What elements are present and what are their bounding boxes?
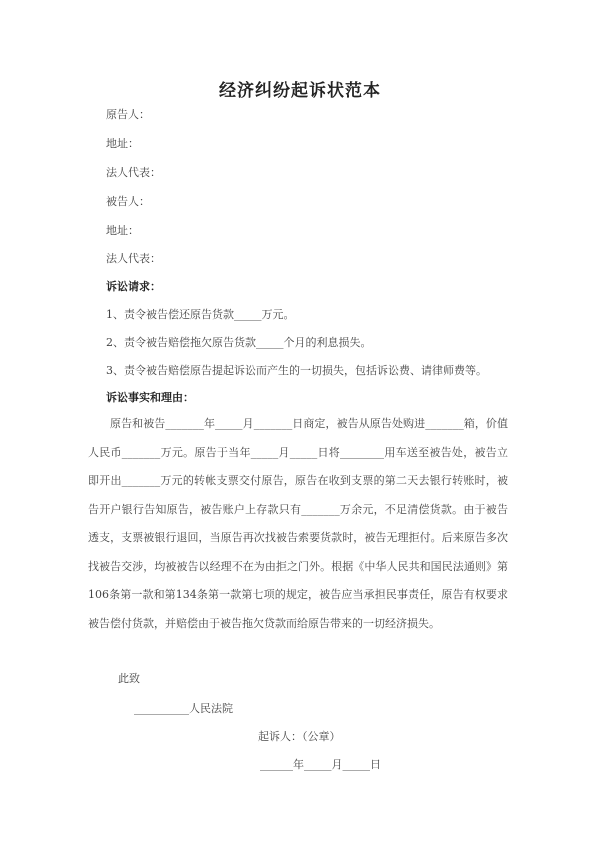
claim-item-3: 3、责令被告赔偿原告提起诉讼而产生的一切损失，包括诉讼费、请律师费等。 xyxy=(106,364,487,377)
facts-heading: 诉讼事实和理由： xyxy=(106,391,194,404)
defendant-label: 被告人： xyxy=(106,195,150,208)
date-line: ______年_____月_____日 xyxy=(260,758,381,771)
court-line: __________人民法院 xyxy=(134,702,233,715)
facts-body: 原告和被告_______年_____月_______日商定，被告从原告处购进_______箱，价值人民币_______万元。原告于当年_____月_____日将________用车送至被告处，被告立即开出_______万元的转帐支票交付原告，原告在收到支票的第二天去银行转账时，被告开户银行告知原告，被告账户上存款只有_______万余元，不足清偿货款。由于被告透支，支票被银行退回，当原告再次找被告索要货款时，被告无理拒付。后来原告多次找被告交涉，均被被告以经理不在为由拒之门外。根据《中华人民共和国民法通则》第106条第一款和第134条第一款第七项的规定，被告应当承担民事责任，原告有权要求被告偿付货款，并赔偿由于被告拖欠贷款而给原告带来的一切经济损失。 xyxy=(88,417,508,630)
plaintiff-address-label: 地址： xyxy=(106,137,139,150)
plaintiff-legal-rep-label: 法人代表： xyxy=(106,166,161,179)
defendant-legal-rep-label: 法人代表： xyxy=(106,252,161,265)
claim-item-1: 1、责令被告偿还原告货款_____万元。 xyxy=(106,308,295,321)
claim-item-2: 2、责令被告赔偿拖欠原告货款_____个月的利息损失。 xyxy=(106,336,372,349)
document-title: 经济纠纷起诉状范本 xyxy=(219,81,381,101)
claims-heading: 诉讼请求： xyxy=(106,280,161,293)
plaintiff-signature: 起诉人：（公章） xyxy=(258,730,341,743)
plaintiff-label: 原告人： xyxy=(106,108,150,121)
defendant-address-label: 地址： xyxy=(106,224,139,237)
salutation: 此致 xyxy=(118,672,140,685)
